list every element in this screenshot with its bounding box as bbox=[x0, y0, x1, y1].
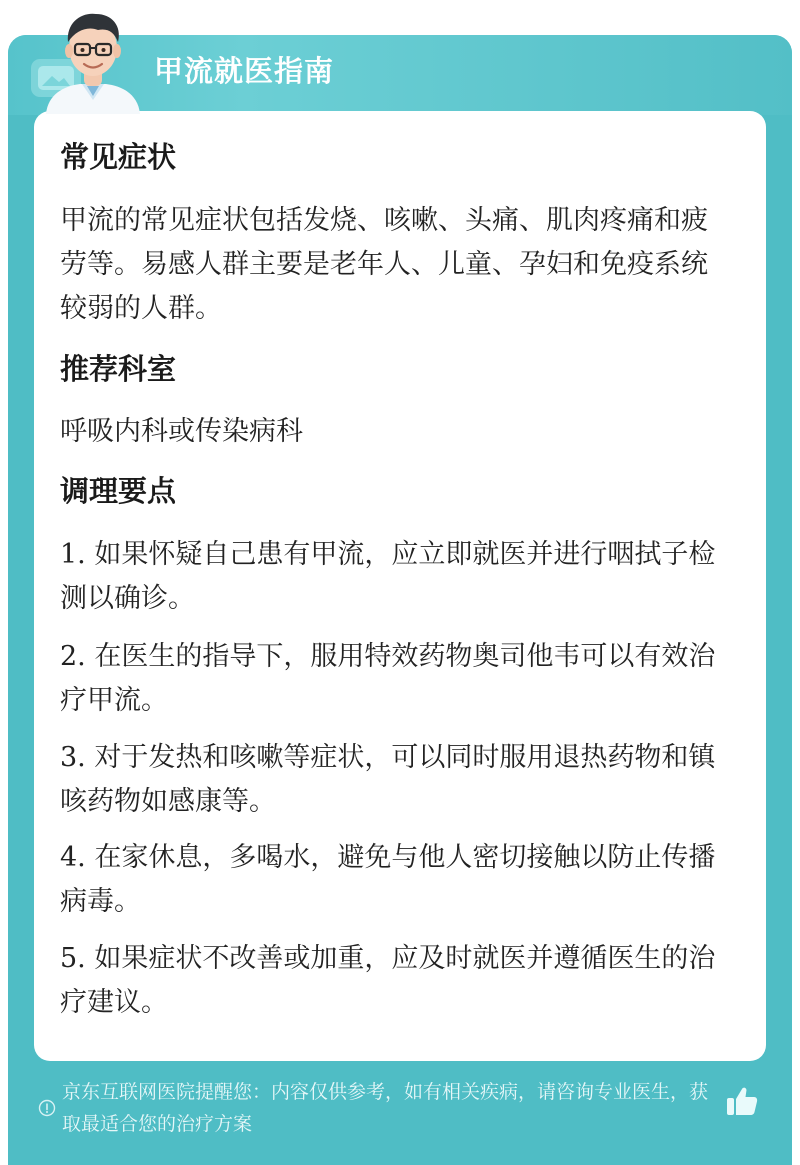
care-item-number: 2. bbox=[60, 641, 86, 672]
care-item-number: 4. bbox=[60, 842, 86, 873]
care-item-text: 在家休息，多喝水，避免与他人密切接触以防止传播病毒。 bbox=[60, 842, 716, 917]
care-item-number: 3. bbox=[60, 742, 86, 773]
department-text: 呼吸内科或传染病科 bbox=[60, 416, 303, 447]
care-item-text: 如果症状不改善或加重，应及时就医并遵循医生的治疗建议。 bbox=[60, 943, 716, 1018]
care-item-4 bbox=[60, 836, 732, 924]
care-item-text: 在医生的指导下，服用特效药物奥司他韦可以有效治疗甲流。 bbox=[60, 641, 716, 716]
care-item-3 bbox=[60, 736, 732, 824]
care-item-5 bbox=[60, 937, 732, 1025]
thumbs-up-icon[interactable] bbox=[724, 1083, 760, 1119]
care-item-text: 对于发热和咳嗽等症状，可以同时服用退热药物和镇咳药物如感康等。 bbox=[60, 742, 716, 817]
care-item-2 bbox=[60, 635, 732, 723]
section-title-care: 调理要点 bbox=[60, 474, 177, 508]
doctor-avatar bbox=[38, 6, 148, 114]
care-item-text: 如果怀疑自己患有甲流，应立即就医并进行咽拭子检测以确诊。 bbox=[60, 539, 716, 614]
page-title: 甲流就医指南 bbox=[154, 54, 335, 88]
disclaimer-text: 京东互联网医院提醒您：内容仅供参考，如有相关疾病，请咨询专业医生，获取最适合您的治疗方案 bbox=[62, 1081, 709, 1135]
section-title-symptoms: 常见症状 bbox=[60, 140, 177, 174]
info-icon bbox=[38, 1099, 56, 1117]
care-item-number: 5. bbox=[60, 943, 86, 974]
care-item-1 bbox=[60, 533, 732, 621]
care-item-number: 1. bbox=[60, 539, 86, 570]
section-title-department: 推荐科室 bbox=[60, 352, 177, 386]
content-card bbox=[34, 111, 766, 1061]
symptoms-text: 甲流的常见症状包括发烧、咳嗽、头痛、肌肉疼痛和疲劳等。易感人群主要是老年人、儿童、孕妇和免疫系统较弱的人群。 bbox=[60, 205, 708, 324]
